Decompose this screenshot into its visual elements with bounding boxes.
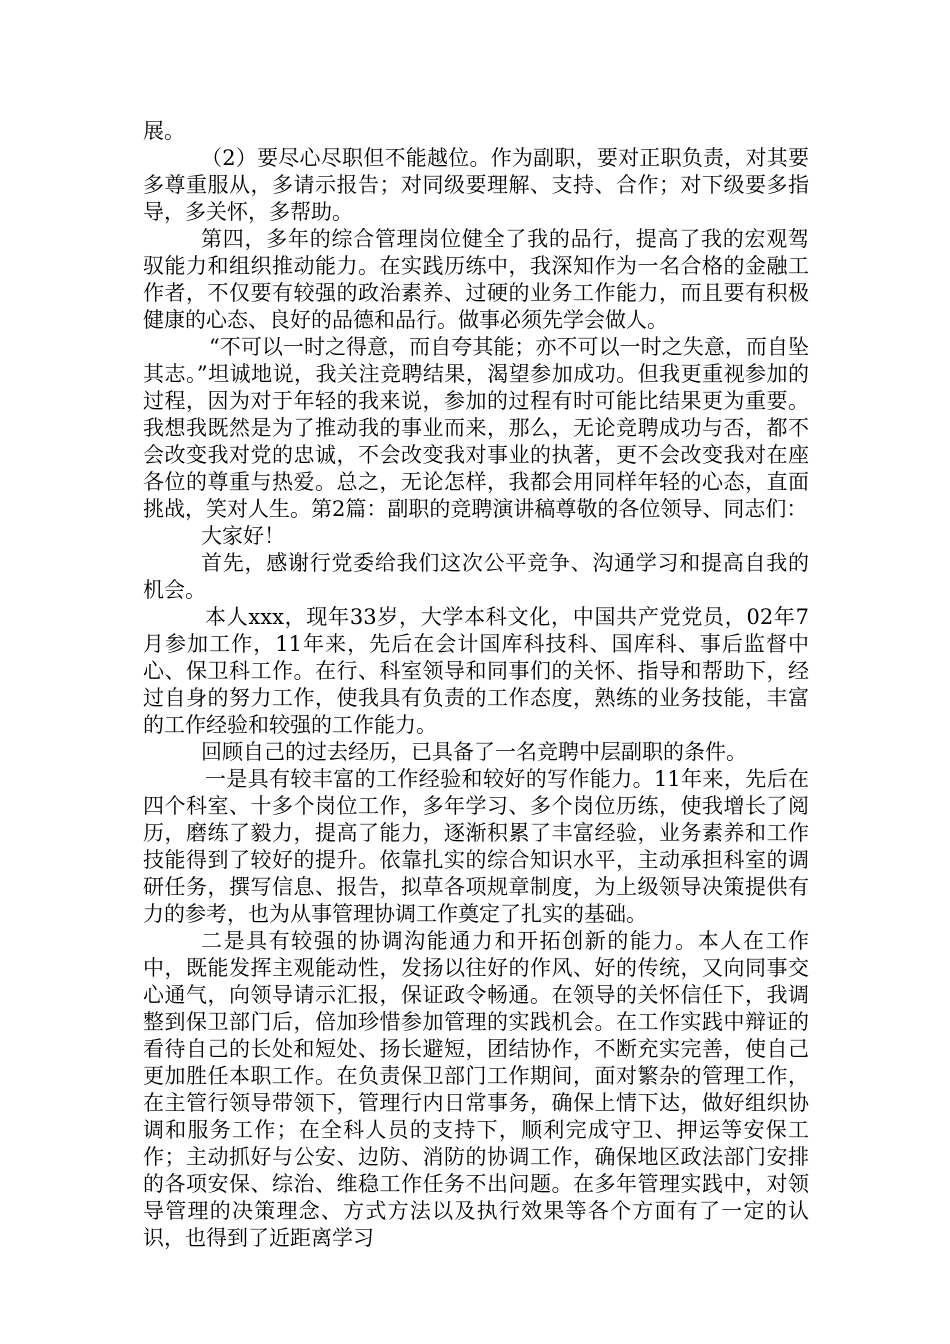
paragraph-second-strength: 二是具有较强的协调沟能通力和开拓创新的能力。本人在工作中，既能发挥主观能动性，发扬以往好的作风、好的传统，又向同事交心通气，向领导请示汇报，保证政令畅通。在领导的关怀信任下，我调整到保卫部门后，倍加珍惜参加管理的实践机会。在工作实践中辩证的看待自己的长处和短处、扬长避短，团结协作，不断充实完善，使自己更加胜任本职工作。在负责保卫部门工作期间，面对繁杂的管理工作，在主管行领导带领下，管理行内日常事务，确保上情下达，做好组织协调和服务工作；在全科人员的支持下，顺利完成守卫、押运等安保工作；主动抓好与公安、边防、消防的协调工作，确保地区政法部门安排的各项安保、综治、维稳工作任务不出问题。在多年管理实践中，对领导管理的决策理念、方式方法以及执行效果等各个方面有了一定的认识，也得到了近距离学习 (143, 929, 809, 1250)
paragraph-thanks: 首先，感谢行党委给我们这次公平竞争、沟通学习和提高自我的机会。 (143, 551, 809, 602)
paragraph-review: 回顾自己的过去经历，已具备了一名竞聘中层副职的条件。 (201, 740, 747, 764)
document-page (143, 118, 809, 1252)
paragraph-greeting: 大家好！ (201, 524, 285, 548)
paragraph-first-strength: 一是具有较丰富的工作经验和较好的写作能力。11年来，先后在四个科室、十多个岗位工作，多年学习、多个岗位历练，使我增长了阅历，磨练了毅力，提高了能力，逐渐积累了丰富经验，业务素养和工作技能得到了较好的提升。依靠扎实的综合知识水平，主动承担科室的调研任务，撰写信息、报告，拟草各项规章制度，为上级领导决策提供有力的参考，也为从事管理协调工作奠定了扎实的基础。 (143, 767, 809, 926)
paragraph-self-intro: 本人xxx，现年33岁，大学本科文化，中国共产党党员，02年7月参加工作，11年来，先后在会计国库科技科、国库科、事后监督中心、保卫科工作。在行、科室领导和同事们的关怀、指导和帮助下，经过自身的努力工作，使我具有负责的工作态度，熟练的业务技能，丰富的工作经验和较强的工作能力。 (143, 605, 809, 737)
paragraph-continuation: 展。 (143, 119, 185, 143)
paragraph-quote: “不可以一时之得意，而自夸其能；亦不可以一时之失意，而自坠其志。”坦诚地说，我关注竞聘结果，渴望参加成功。但我更重视参加的过程，因为对于年轻的我来说，参加的过程有时可能比结果更为重要。我想我既然是为了推动我的事业而来，那么，无论竞聘成功与否，都不会改变我对党的忠诚，不会改变我对事业的执著，更不会改变我对在座各位的尊重与热爱。总之，无论怎样，我都会用同样年轻的心态，直面挑战，笑对人生。第2篇：副职的竞聘演讲稿尊敬的各位领导、同志们： (143, 335, 809, 521)
paragraph-deputy-duty: （2）要尽心尽职但不能越位。作为副职，要对正职负责，对其要多尊重服从，多请示报告；对同级要理解、支持、合作；对下级要多指导，多关怀，多帮助。 (143, 146, 809, 224)
paragraph-fourth: 第四，多年的综合管理岗位健全了我的品行，提高了我的宏观驾驭能力和组织推动能力。在实践历练中，我深知作为一名合格的金融工作者，不仅要有较强的政治素养、过硬的业务工作能力，而且要有积极健康的心态、良好的品德和品行。做事必须先学会做人。 (143, 227, 809, 332)
